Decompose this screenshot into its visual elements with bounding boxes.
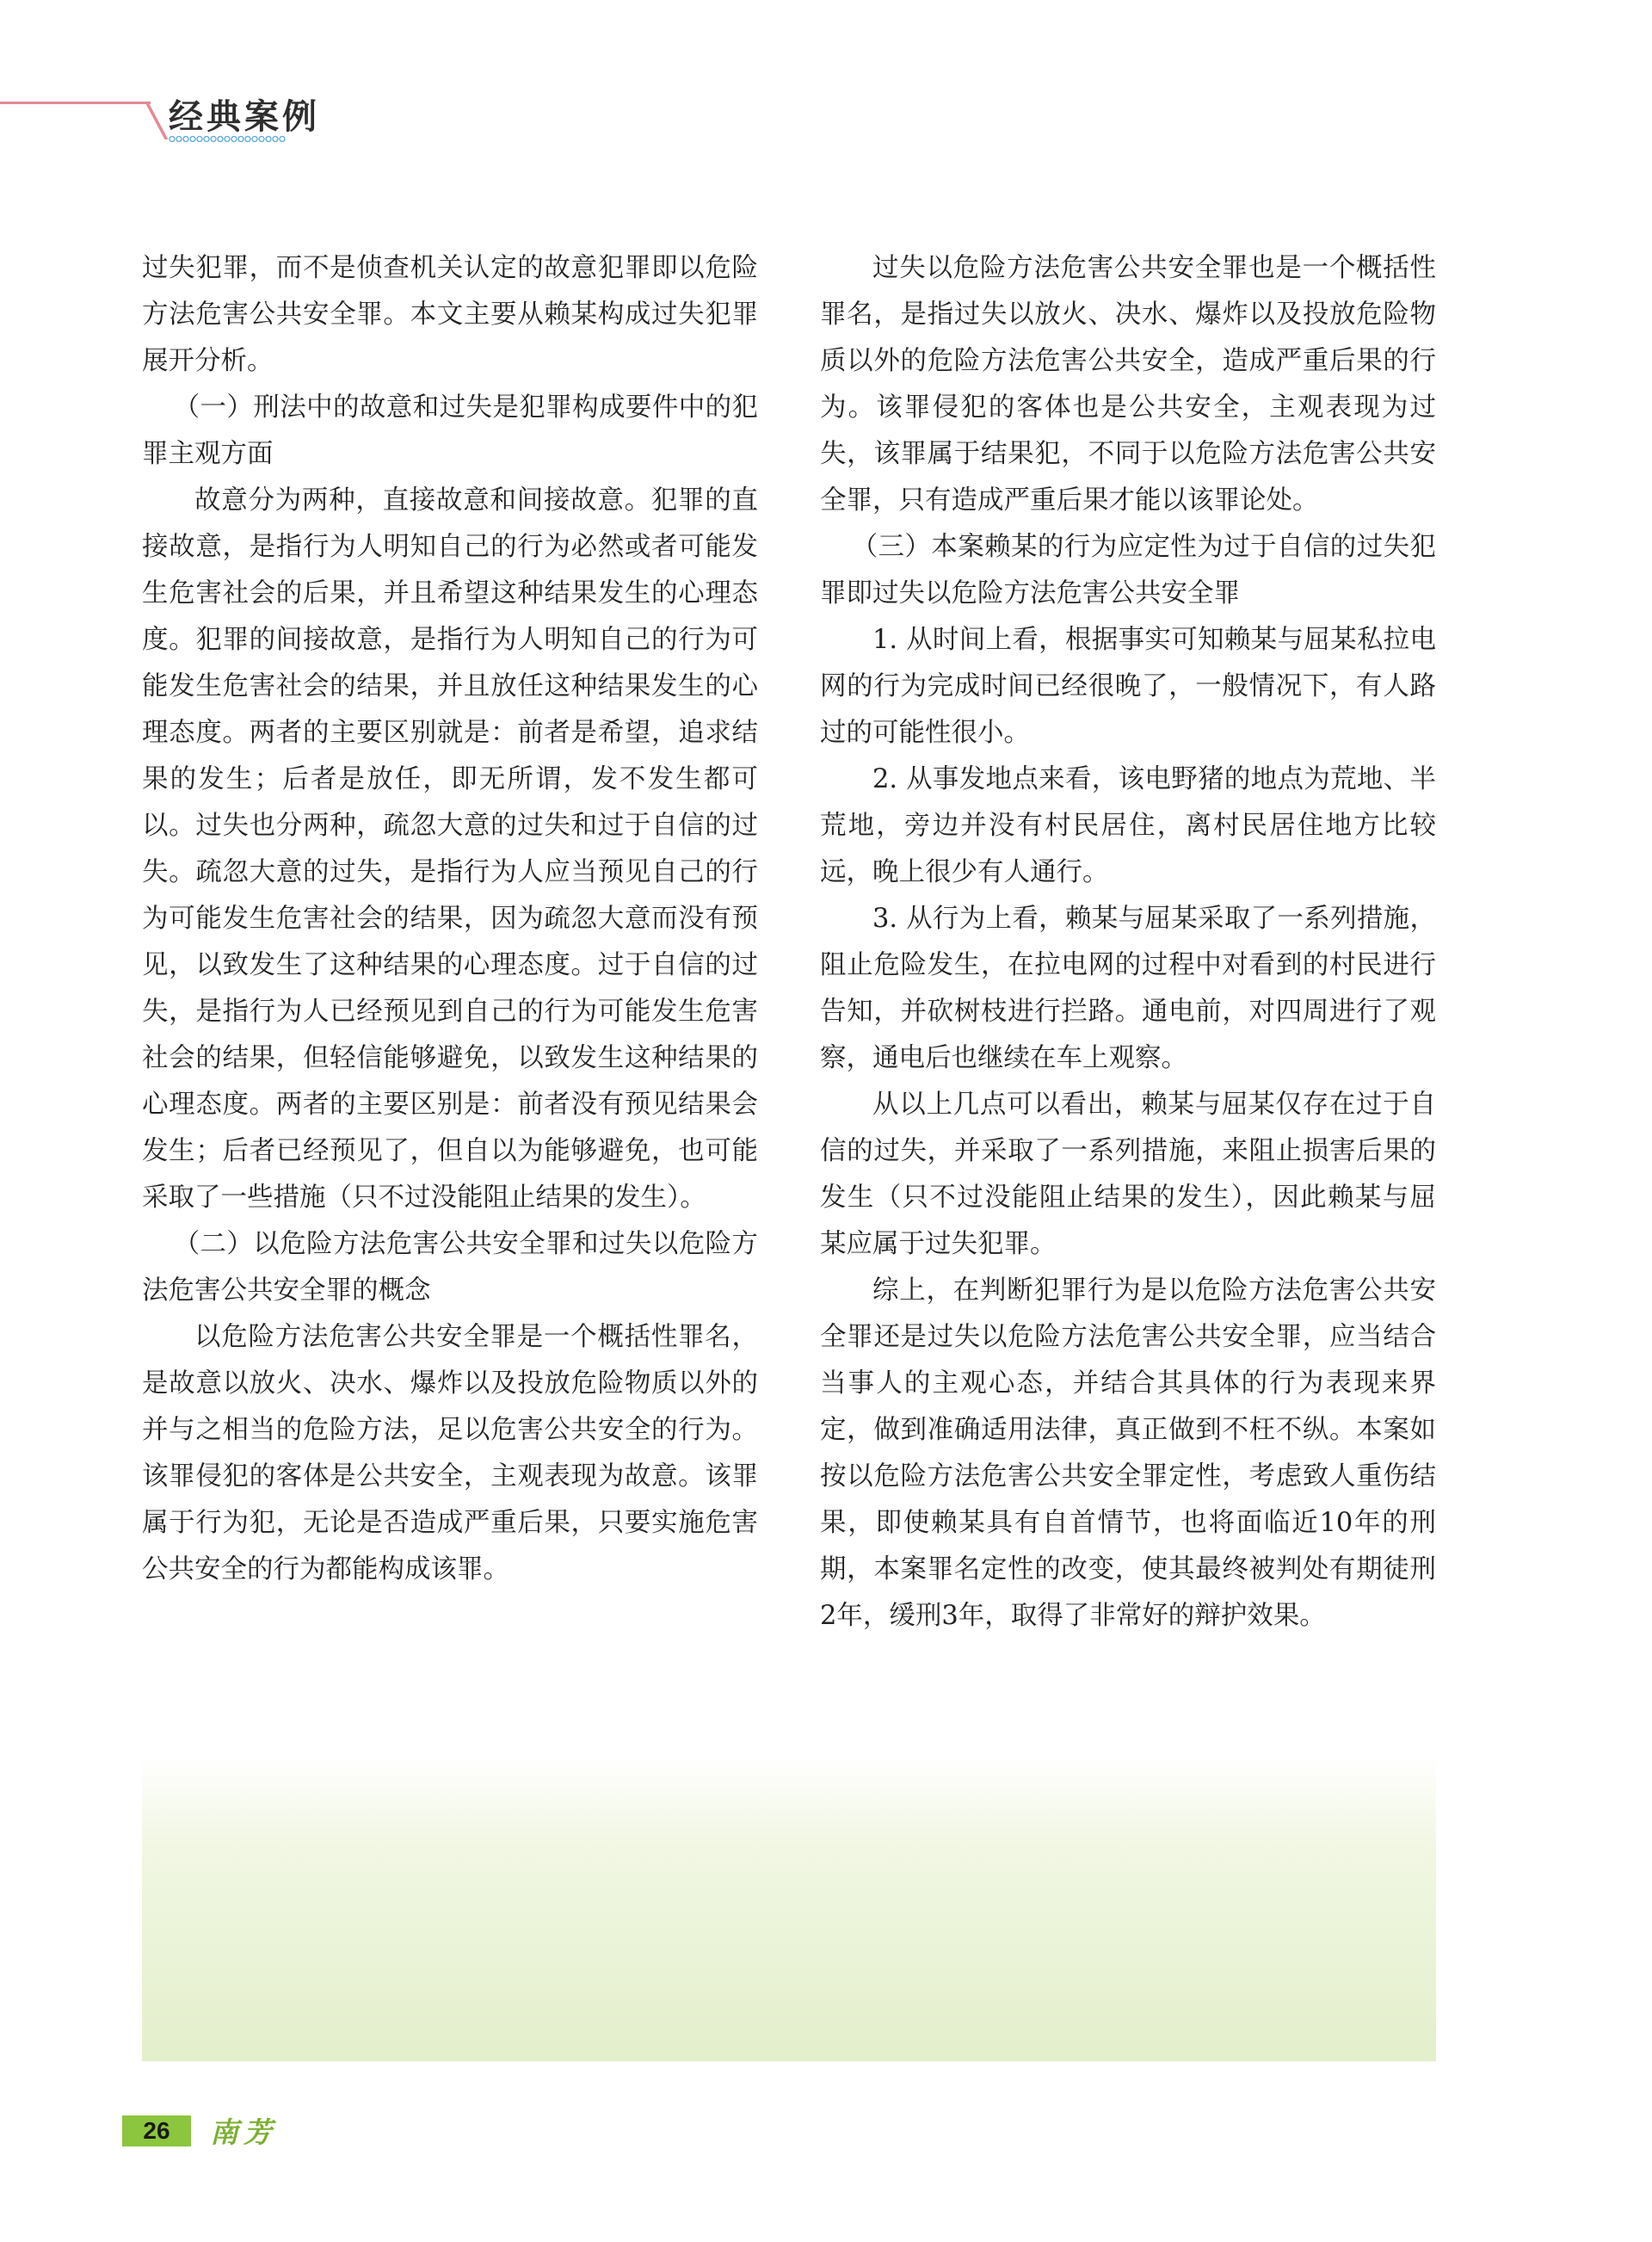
magazine-name: 南芳 (210, 2115, 277, 2149)
right-column (820, 245, 1436, 1640)
subheading: （三）本案赖某的行为应定性为过于自信的过失犯罪即过失以危险方法危害公共安全罪 (820, 532, 1436, 608)
section-title: 经典案例 (169, 97, 320, 137)
header-rule-slant (145, 102, 168, 139)
paragraph: 2. 从事发地点来看，该电野猪的地点为荒地、半荒地，旁边并没有村民居住，离村民居住地方比较远，晚上很少有人通行。 (820, 764, 1436, 887)
paragraph: 3. 从行为上看，赖某与屈某采取了一系列措施，阻止危险发生，在拉电网的过程中对看到的村民进行告知，并砍树枝进行拦路。通电前，对四周进行了观察，通电后也继续在车上观察。 (820, 904, 1436, 1073)
paragraph: 综上，在判断犯罪行为是以危险方法危害公共安全罪还是过失以危险方法危害公共安全罪，应当结合当事人的主观心态，并结合其具体的行为表现来界定，做到准确适用法律，真正做到不枉不纵。本案如按以危险方法危害公共安全罪定性，考虑致人重伤结果，即使赖某具有自首情节，也将面临近10年的刑期，本案罪名定性的改变，使其最终被判处有期徒刑2年，缓刑3年，取得了非常好的辩护效果。 (820, 1275, 1436, 1631)
page-number-badge (122, 2115, 191, 2146)
left-column (142, 245, 758, 1593)
subheading: （一）刑法中的故意和过失是犯罪构成要件中的犯罪主观方面 (142, 392, 758, 469)
paragraph: 故意分为两种，直接故意和间接故意。犯罪的直接故意，是指行为人明知自己的行为必然或者可能发生危害社会的后果，并且希望这种结果发生的心理态度。犯罪的间接故意，是指行为人明知自己的行为可能发生危害社会的结果，并且放任这种结果发生的心理态度。两者的主要区别就是：前者是希望，追求结果的发生；后者是放任，即无所谓，发不发生都可以。过失也分两种，疏忽大意的过失和过于自信的过失。疏忽大意的过失，是指行为人应当预见自己的行为可能发生危害社会的结果，因为疏忽大意而没有预见，以致发生了这种结果的心理态度。过于自信的过失，是指行为人已经预见到自己的行为可能发生危害社会的结果，但轻信能够避免，以致发生这种结果的心理态度。两者的主要区别是：前者没有预见结果会发生；后者已经预见了，但自以为能够避免，也可能采取了一些措施（只不过没能阻止结果的发生）。 (142, 485, 758, 1213)
subheading: （二）以危险方法危害公共安全罪和过失以危险方法危害公共安全罪的概念 (142, 1229, 758, 1306)
paragraph: 1. 从时间上看，根据事实可知赖某与屈某私拉电网的行为完成时间已经很晚了，一般情况下，有人路过的可能性很小。 (820, 625, 1436, 748)
page-number: 26 (143, 2117, 170, 2144)
title-decoration (169, 135, 287, 143)
paragraph: 以危险方法危害公共安全罪是一个概括性罪名，是故意以放火、决水、爆炸以及投放危险物质以外的并与之相当的危险方法，足以危害公共安全的行为。该罪侵犯的客体是公共安全，主观表现为故意。该罪属于行为犯，无论是否造成严重后果，只要实施危害公共安全的行为都能构成该罪。 (142, 1322, 758, 1584)
paragraph: 从以上几点可以看出，赖某与屈某仅存在过于自信的过失，并采取了一系列措施，来阻止损害后果的发生（只不过没能阻止结果的发生），因此赖某与屈某应属于过失犯罪。 (820, 1090, 1436, 1259)
paragraph: 过失以危险方法危害公共安全罪也是一个概括性罪名，是指过失以放火、决水、爆炸以及投放危险物质以外的危险方法危害公共安全，造成严重后果的行为。该罪侵犯的客体也是公共安全，主观表现为过失，该罪属于结果犯，不同于以危险方法危害公共安全罪，只有造成严重后果才能以该罪论处。 (820, 253, 1436, 516)
header-rule (0, 102, 151, 104)
decorative-panel (142, 1756, 1436, 2061)
paragraph: 过失犯罪，而不是侦查机关认定的故意犯罪即以危险方法危害公共安全罪。本文主要从赖某构成过失犯罪展开分析。 (142, 253, 758, 376)
